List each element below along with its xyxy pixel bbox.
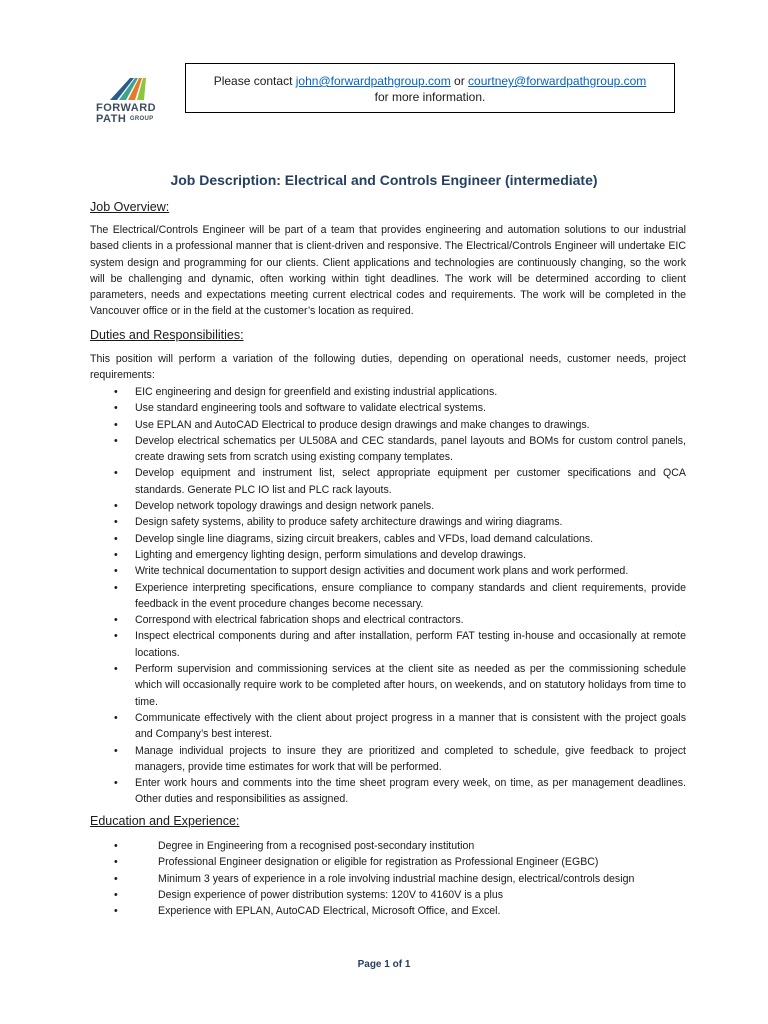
list-item: • Perform supervision and commissioning services at the client site as needed as per the commissioning schedule which will occasionally require work to be completed after hours, on weekends, and on statutory holidays from time to time. — [90, 661, 686, 710]
list-item: • Correspond with electrical fabrication shops and electrical contractors. — [90, 612, 686, 628]
duties-intro: This position will perform a variation of the following duties, depending on operational needs, customer needs, project requirements: — [90, 353, 686, 382]
list-item: • Design safety systems, ability to produce safety architecture drawings and wiring diagrams. — [90, 514, 686, 530]
education-heading: Education and Experience: — [90, 814, 240, 828]
forward-path-logo-icon — [110, 76, 148, 100]
list-item: • Lighting and emergency lighting design, perform simulations and develop drawings. — [90, 547, 686, 563]
education-list — [90, 838, 686, 919]
list-item: • Enter work hours and comments into the time sheet program every week, on time, as per management deadlines. Other duties and responsibilities as assigned. — [90, 775, 686, 808]
list-item: • Degree in Engineering from a recognised post-secondary institution — [90, 838, 686, 854]
list-item: • Experience interpreting specifications, ensure compliance to company standards and client requirements, provide feedback in the event procedure changes become necessary. — [90, 580, 686, 613]
list-item: • Develop single line diagrams, sizing circuit breakers, cables and VFDs, load demand calculations. — [90, 531, 686, 547]
duties-heading: Duties and Responsibilities: — [90, 328, 244, 342]
list-item: • Minimum 3 years of experience in a role involving industrial machine design, electrical/controls design — [90, 871, 686, 887]
list-item: • Design experience of power distribution systems: 120V to 4160V is a plus — [90, 887, 686, 903]
page-title: Job Description: Electrical and Controls Engineer (intermediate) — [170, 172, 598, 188]
logo-text-path: PATH $^{GROUP}$ — [96, 113, 154, 125]
list-item: • Communicate effectively with the client about project progress in a manner that is consistent with the project goals and Company’s best interest. — [90, 710, 686, 743]
list-item: • Manage individual projects to insure they are prioritized and completed to schedule, give feedback to project managers, provide time estimates for work that will be performed. — [90, 743, 686, 776]
company-logo — [96, 76, 160, 125]
contact-box — [185, 63, 675, 113]
list-item: • Professional Engineer designation or eligible for registration as Professional Engineer (EGBC) — [90, 854, 686, 870]
email-link-courtney[interactable]: courtney@forwardpathgroup.com — [468, 74, 647, 88]
job-overview-heading: Job Overview: — [90, 200, 170, 214]
email-link-john[interactable]: john@forwardpathgroup.com — [295, 74, 451, 88]
contact-line: Please contact john@forwardpathgroup.com or courtney@forwardpathgroup.com — [213, 74, 647, 88]
list-item: • Develop electrical schematics per UL508A and CEC standards, panel layouts and BOMs for custom control panels, create drawing sets from scratch using existing company templates. — [90, 433, 686, 466]
list-item: • Develop equipment and instrument list, select appropriate equipment per customer specifications and QCA standards. Generate PLC IO list and PLC rack layouts. — [90, 465, 686, 498]
page-number: Page 1 of 1 — [357, 959, 411, 970]
list-item: • Write technical documentation to support design activities and document work plans and work performed. — [90, 563, 686, 579]
duties-list — [90, 384, 686, 808]
list-item: • Develop network topology drawings and design network panels. — [90, 498, 686, 514]
list-item: • Use standard engineering tools and software to validate electrical systems. — [90, 400, 686, 416]
logo-text-forward: FORWARD — [96, 102, 157, 114]
contact-suffix: for more information. — [374, 90, 486, 104]
list-item: • EIC engineering and design for greenfield and existing industrial applications. — [90, 384, 686, 400]
list-item: • Use EPLAN and AutoCAD Electrical to produce design drawings and make changes to drawings. — [90, 417, 686, 433]
list-item: • Inspect electrical components during and after installation, perform FAT testing in-house and occasionally at remote locations. — [90, 628, 686, 661]
list-item: • Experience with EPLAN, AutoCAD Electrical, Microsoft Office, and Excel. — [90, 903, 686, 919]
job-overview-text: The Electrical/Controls Engineer will be part of a team that provides engineering and automation solutions to our industrial based clients in a professional manner that is client-driven and responsive. The Electrical/Controls Engineer will undertake EIC system design and programming for our clients. Client applications and technologies are continuously changing, so the work will be challenging and dynamic, often working within tight deadlines. The work will be determined according to client parameters, needs and expectations meeting current electrical codes and requirements. The work will be completed in the Vancouver office or in the field at the customer’s location as required. — [90, 224, 686, 318]
